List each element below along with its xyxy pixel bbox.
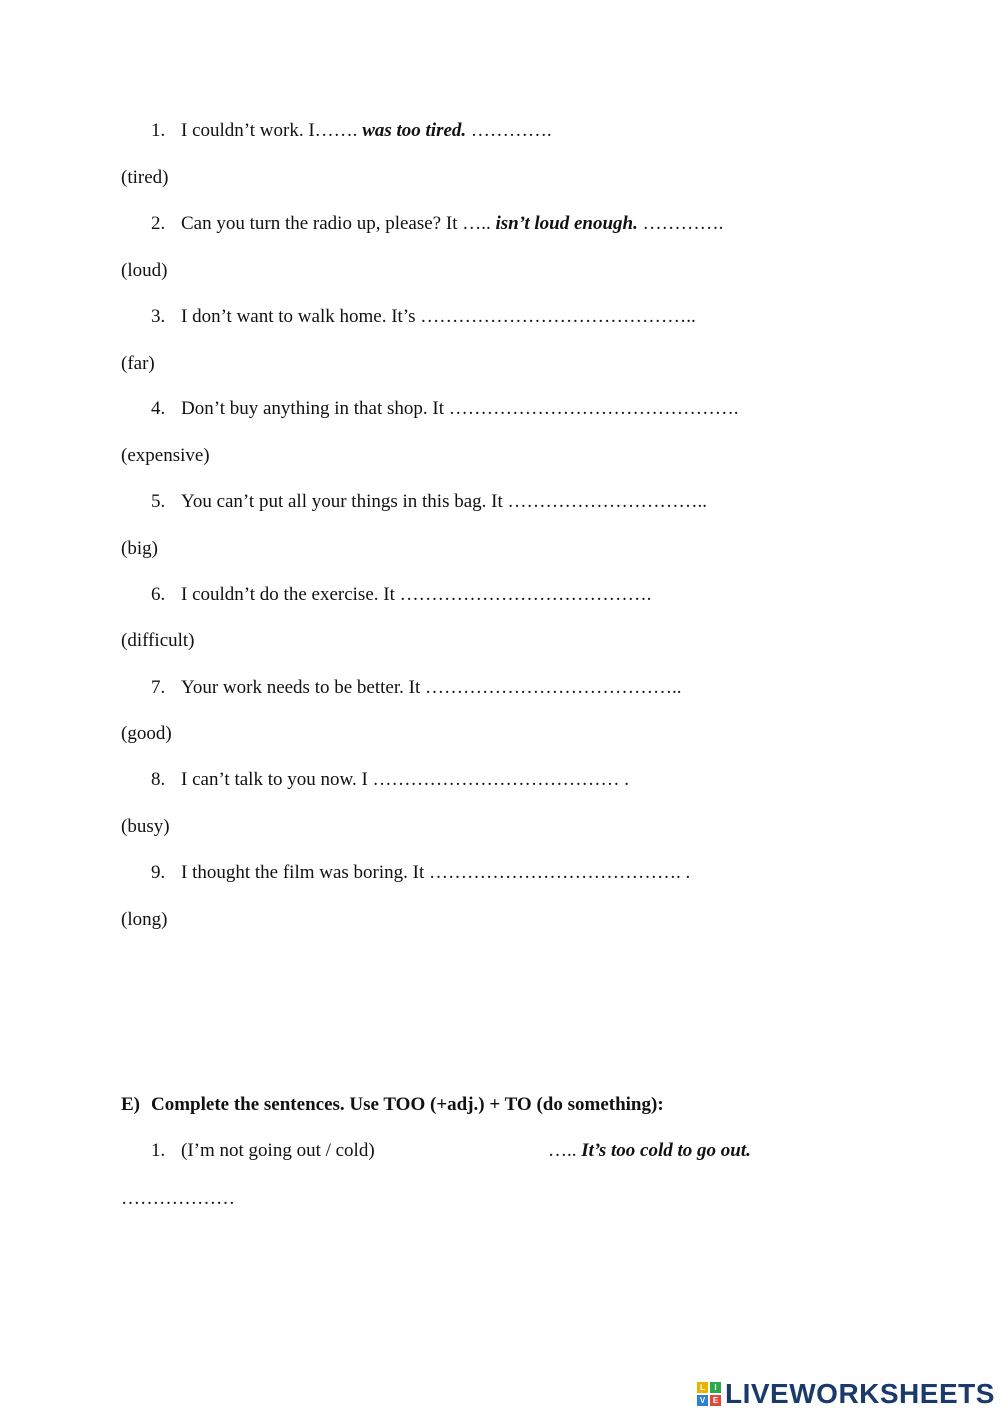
item-hint: (big) [121, 538, 158, 559]
item-hint: (busy) [121, 816, 170, 837]
item-sentence[interactable] [181, 584, 651, 606]
item-answer[interactable]: isn’t loud enough. [495, 213, 638, 234]
item-hint: (expensive) [121, 445, 210, 466]
item-prompt: I can’t talk to you now. I ………………………………… . [181, 769, 630, 790]
item-sentence[interactable] [181, 862, 690, 884]
item-number: 4. [151, 398, 166, 419]
item-prompt: I thought the film was boring. It …………………………………. . [181, 862, 691, 883]
item-number: 7. [151, 677, 166, 698]
item-number: 1. [151, 1140, 166, 1161]
logo-block: I [710, 1382, 721, 1393]
item-continuation: ……………… [121, 1188, 235, 1209]
item-answer[interactable]: was too tired. [362, 120, 467, 141]
logo-block: L [697, 1382, 708, 1393]
item-prompt: I don’t want to walk home. It’s …………………………………….. [181, 306, 696, 327]
item-sentence [181, 120, 552, 142]
item-number: 5. [151, 491, 166, 512]
item-number: 6. [151, 584, 166, 605]
item-hint: (difficult) [121, 630, 195, 651]
item-sentence[interactable] [181, 491, 707, 513]
section-instructions: Complete the sentences. Use TOO (+adj.) + TO (do something): [151, 1094, 664, 1115]
item-answer[interactable]: It’s too cold to go out. [581, 1140, 751, 1161]
item-suffix: …………. [466, 120, 552, 141]
item-answer-line[interactable] [548, 1140, 751, 1162]
item-number: 3. [151, 306, 166, 327]
item-sentence[interactable] [181, 398, 739, 420]
logo-text: LIVEWORKSHEETS [725, 1378, 995, 1409]
item-sentence[interactable] [181, 769, 629, 791]
item-hint: (long) [121, 909, 168, 930]
section-heading [121, 1094, 664, 1116]
logo-block: E [710, 1395, 721, 1406]
item-prompt: Don’t buy anything in that shop. It ………………………………………. [181, 398, 739, 419]
item-number: 2. [151, 213, 166, 234]
section-label: E) [121, 1094, 140, 1115]
item-prompt: You can’t put all your things in this bag. It ………………………….. [181, 491, 708, 512]
item-prompt: Your work needs to be better. It ………………………………….. [181, 677, 682, 698]
item-prompt: I couldn’t work. I……. [181, 120, 363, 141]
item-sentence[interactable] [181, 306, 696, 328]
item-number: 9. [151, 862, 166, 883]
item-hint: (tired) [121, 167, 169, 188]
item-number: 8. [151, 769, 166, 790]
item-hint: (loud) [121, 260, 168, 281]
item-prompt: I couldn’t do the exercise. It …………………………………. [181, 584, 652, 605]
item-hint: (good) [121, 723, 172, 744]
item-sentence[interactable] [181, 677, 681, 699]
logo-blocks-icon [697, 1382, 721, 1406]
item-sentence [181, 213, 723, 235]
item-lead: ….. [548, 1140, 582, 1161]
logo-block: V [697, 1395, 708, 1406]
item-suffix: …………. [637, 213, 724, 234]
item-number: 1. [151, 120, 166, 141]
item-hint: (far) [121, 353, 155, 374]
item-prompt: Can you turn the radio up, please? It ….. [181, 213, 496, 234]
liveworksheets-logo [697, 1378, 995, 1410]
item-prompt: (I’m not going out / cold) [181, 1140, 375, 1161]
